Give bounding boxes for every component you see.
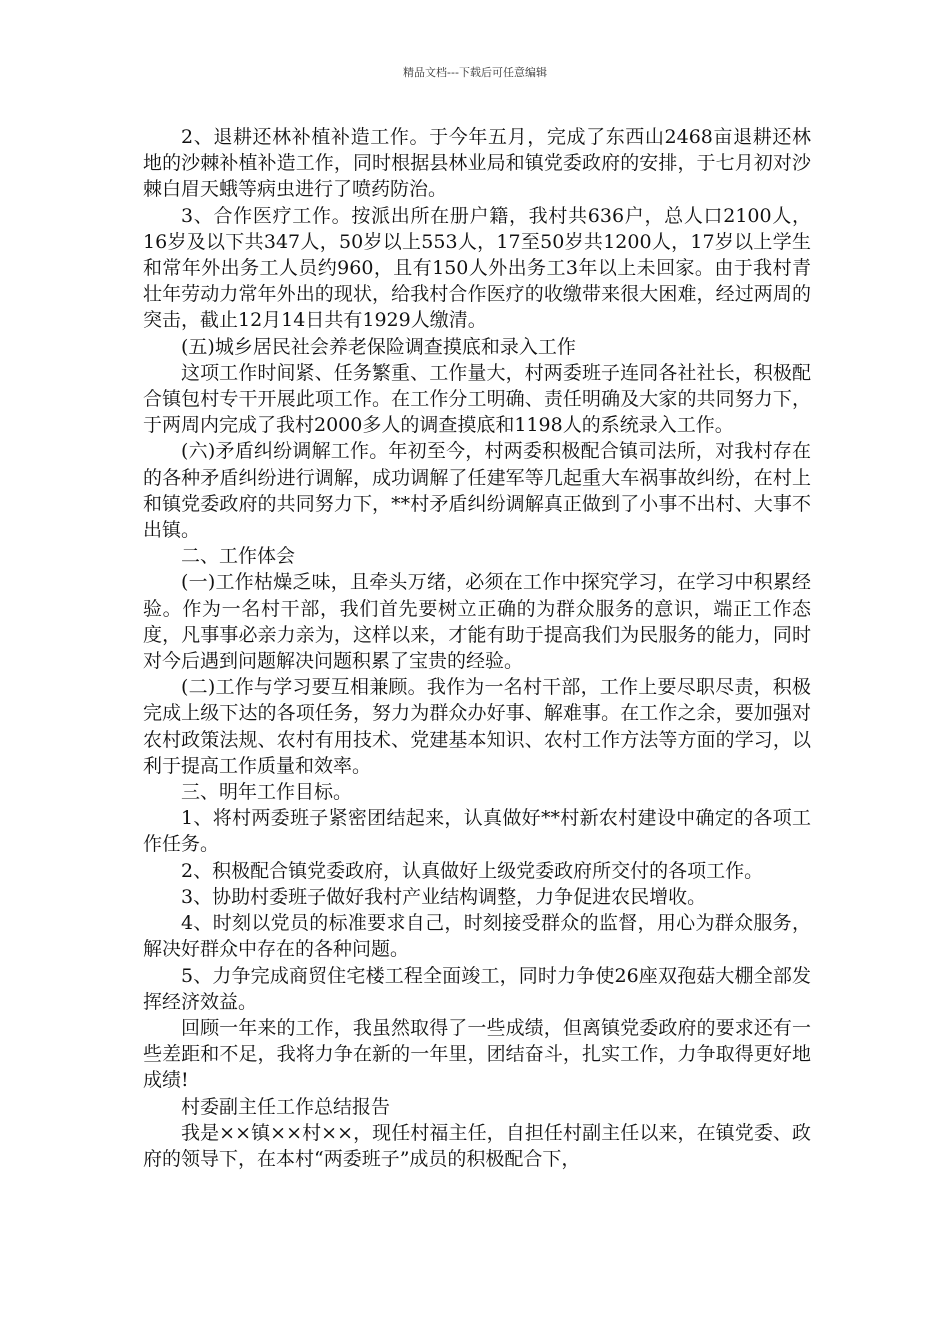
paragraph: (一)工作枯燥乏味，且牵头万绪，必须在工作中探究学习，在学习中积累经验。作为一名村干部，我们首先要树立正确的为群众服务的意识，端正工作态度，凡事事必亲力亲为，这样以来，才能有助于提高我们为民服务的能力，同时对今后遇到问题解决问题积累了宝贵的经验。 <box>143 571 811 673</box>
paragraph: 3、协助村委班子做好我村产业结构调整，力争促进农民增收。 <box>181 885 707 908</box>
document-body <box>143 124 811 1172</box>
section-heading: 二、工作体会 <box>181 545 296 568</box>
paragraph: (二)工作与学习要互相兼顾。我作为一名村干部，工作上要尽职尽责，积极完成上级下达的各项任务，努力为群众办好事、解难事。在工作之余，要加强对农村政策法规、农村有用技术、党建基本知识、农村工作方法等方面的学习，以利于提高工作质量和效率。 <box>143 676 811 777</box>
paragraph: 1、将村两委班子紧密团结起来，认真做好**村新农村建设中确定的各项工作任务。 <box>143 807 811 856</box>
paragraph: 我是××镇××村××，现任村福主任，自担任村副主任以来，在镇党委、政府的领导下，在本村“两委班子”成员的积极配合下， <box>143 1121 811 1170</box>
paragraph: 2、退耕还林补植补造工作。于今年五月，完成了东西山2468亩退耕还林地的沙棘补植补造工作，同时根据县林业局和镇党委政府的安排，于七月初对沙棘白眉天蛾等病虫进行了喷药防治。 <box>143 126 811 201</box>
paragraph: 这项工作时间紧、任务繁重、工作量大，村两委班子连同各社社长，积极配合镇包村专干开展此项工作。在工作分工明确、责任明确及大家的共同努力下，于两周内完成了我村2000多人的调查摸底和1198人的系统录入工作。 <box>143 361 811 437</box>
section-heading: 村委副主任工作总结报告 <box>181 1095 391 1118</box>
paragraph: 2、积极配合镇党委政府，认真做好上级党委政府所交付的各项工作。 <box>181 859 764 882</box>
paragraph: 4、时刻以党员的标准要求自己，时刻接受群众的监督，用心为群众服务，解决好群众中存在的各种问题。 <box>143 912 811 961</box>
page-header: 精品文档---下载后可任意编辑 <box>403 66 547 79</box>
paragraph: 5、力争完成商贸住宅楼工程全面竣工，同时力争使26座双孢菇大棚全部发挥经济效益。 <box>143 964 811 1013</box>
section-heading: 三、明年工作目标。 <box>181 781 353 804</box>
paragraph: 3、合作医疗工作。按派出所在册户籍，我村共636户，总人口2100人，16岁及以下共347人，50岁以上553人，17至50岁共1200人，17岁以上学生和常年外出务工人员约960，且有150人外出务工3年以上未回家。由于我村青壮年劳动力常年外出的现状，给我村合作医疗的收缴带来很大困难，经过两周的突击，截止12月14日共有1929人缴清。 <box>143 204 811 332</box>
paragraph: 回顾一年来的工作，我虽然取得了一些成绩，但离镇党委政府的要求还有一些差距和不足，我将力争在新的一年里，团结奋斗，扎实工作，力争取得更好地成绩! <box>143 1016 811 1092</box>
section-heading: (五)城乡居民社会养老保险调查摸底和录入工作 <box>181 335 576 358</box>
paragraph: (六)矛盾纠纷调解工作。年初至今，村两委积极配合镇司法所，对我村存在的各种矛盾纠纷进行调解，成功调解了任建军等几起重大车祸事故纠纷，在村上和镇党委政府的共同努力下，**村矛盾纠纷调解真正做到了小事不出村、大事不出镇。 <box>143 440 811 542</box>
